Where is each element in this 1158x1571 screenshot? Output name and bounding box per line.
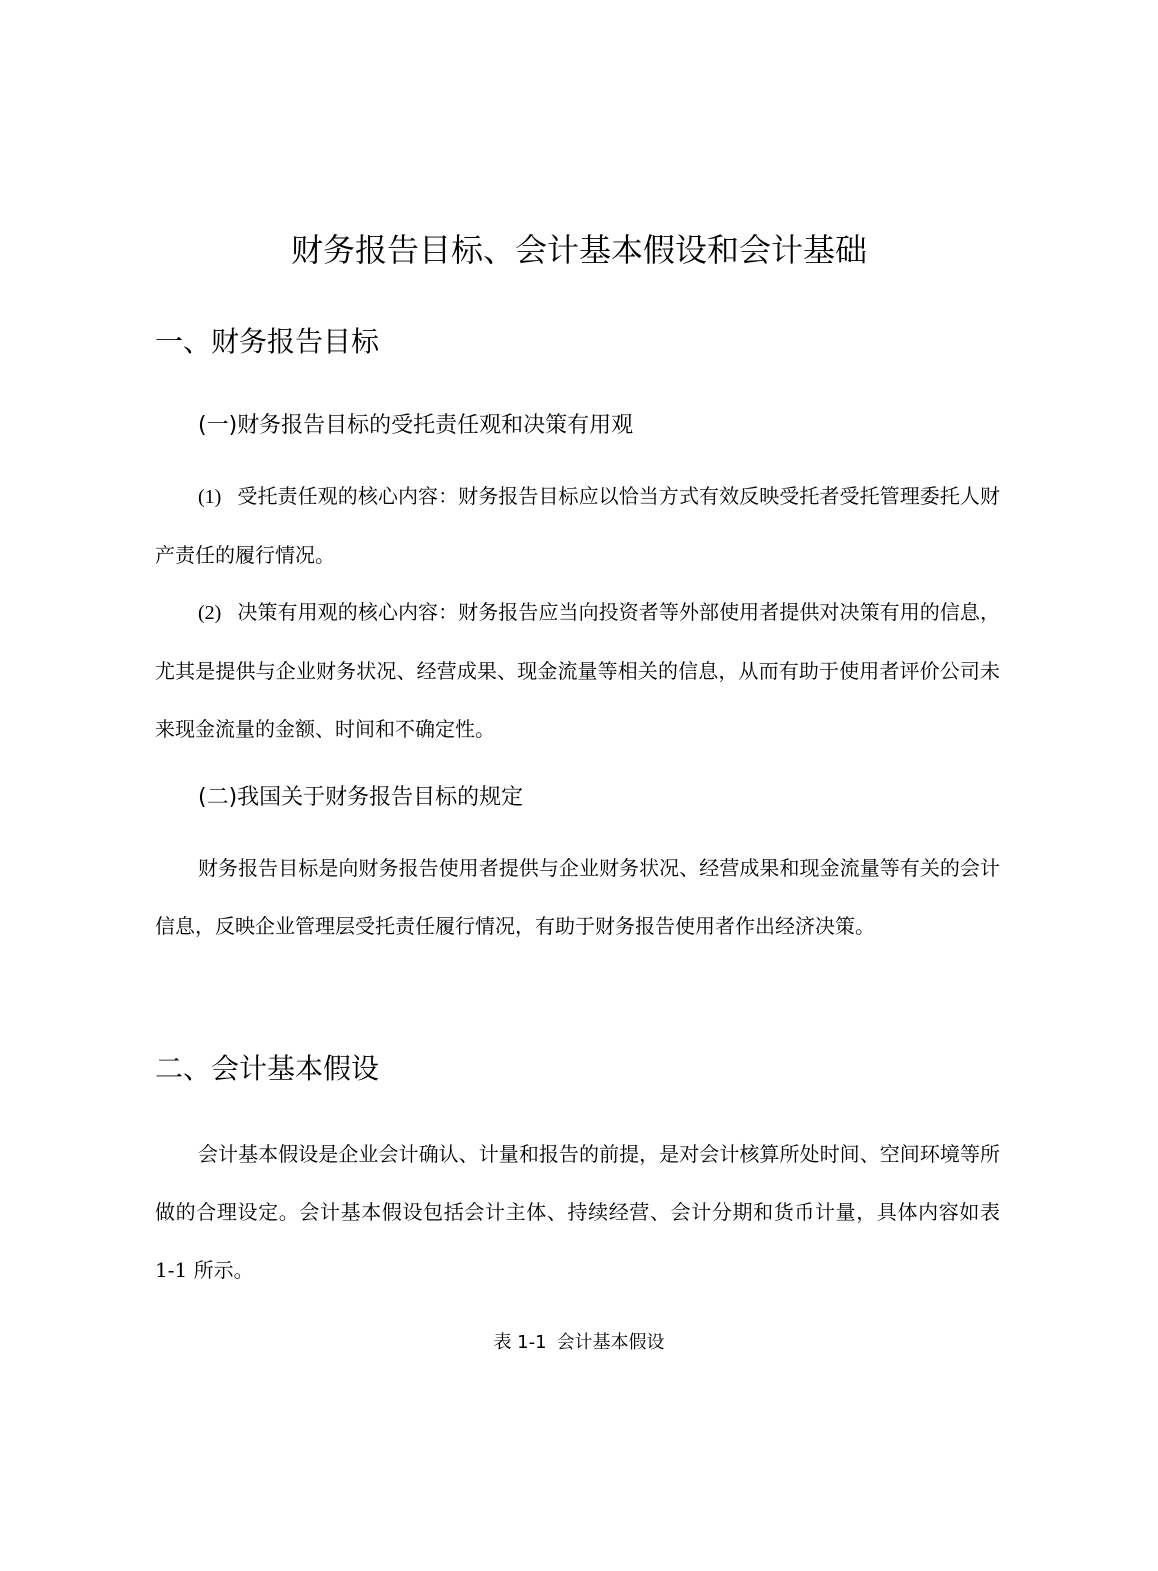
subsection-2-heading: (二)我国关于财务报告目标的规定	[198, 785, 524, 810]
paragraph-section-1-2: 财务报告目标是向财务报告使用者提供与企业财务状况、经营成果和现金流量等有关的会计信息，反映企业管理层受托责任履行情况，有助于财务报告使用者作出经济决策。	[155, 856, 1000, 938]
item-1-number: (1)	[198, 486, 222, 508]
item-2-text: 决策有用观的核心内容：财务报告应当向投资者等外部使用者提供对决策有用的信息，尤其是提供与企业财务状况、经营成果、现金流量等相关的信息，从而有助于使用者评价公司未来现金流量的金额、时间和不确定性。	[155, 600, 1000, 741]
paragraph-item-1	[155, 467, 1000, 584]
paragraph-section-2: 会计基本假设是企业会计确认、计量和报告的前提，是对会计核算所处时间、空间环境等所做的合理设定。会计基本假设包括会计主体、持续经营、会计分期和货币计量，具体内容如表 1-1 所示。	[155, 1142, 1000, 1282]
paragraph-item-2	[155, 583, 1000, 758]
section-2-heading: 二、会计基本假设	[155, 1052, 380, 1085]
document-title: 财务报告目标、会计基本假设和会计基础	[290, 231, 867, 269]
table-caption	[0, 1330, 1158, 1356]
subsection-1-heading: (一)财务报告目标的受托责任观和决策有用观	[198, 413, 634, 438]
table-caption-number: 表 1-1	[493, 1332, 547, 1353]
section-1-heading: 一、财务报告目标	[155, 325, 380, 358]
table-caption-title: 会计基本假设	[556, 1332, 665, 1353]
item-1-text: 受托责任观的核心内容：财务报告目标应以恰当方式有效反映受托者受托管理委托人财产责任的履行情况。	[155, 484, 1000, 567]
item-2-number: (2)	[198, 602, 222, 624]
